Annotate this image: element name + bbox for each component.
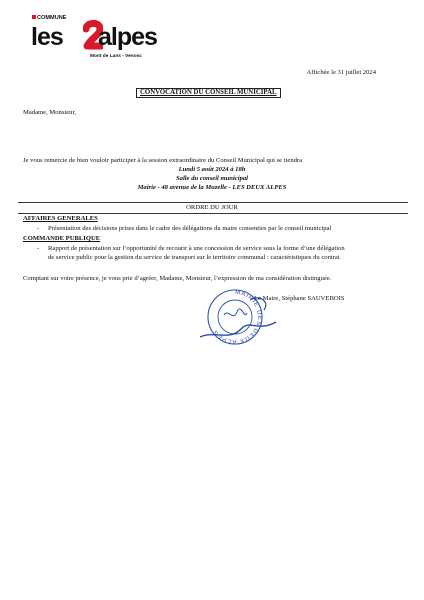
- logo-red-square: [32, 15, 36, 19]
- meeting-date: Lundi 5 août 2024 à 18h: [178, 166, 246, 173]
- agenda-item-line: Présentation des décisions prises dans le cadre des délégations du maire consenties par le conseil municipal: [48, 225, 332, 232]
- agenda-section-title: AFFAIRES GENERALES: [23, 215, 98, 222]
- mairie-stamp-icon: [180, 282, 290, 352]
- agenda-item-line: de service public pour la gestion du service de transport sur le territoire communal : caractéristiques du contrat: [48, 254, 340, 261]
- logo-word-les: les: [31, 23, 63, 51]
- signatory: Le Maire, Stéphane SAUVEBOIS: [254, 295, 345, 302]
- divider-top: [18, 202, 408, 203]
- closing-paragraph: Comptant sur votre présence, je vous prie d’agréer, Madame, Monsieur, l’expression de ma considération distinguée.: [23, 275, 332, 282]
- bullet-dash: -: [37, 225, 40, 232]
- page-title: CONVOCATION DU CONSEIL MUNICIPAL: [136, 88, 281, 98]
- stamp-ring-text: MAIRIE DES DEUX ALPES: [212, 289, 263, 345]
- logo-word-alpes: alpes: [98, 23, 157, 51]
- agenda-item-line: Rapport de présentation sur l’opportunité de recourir à une concession de service sous la forme d’une délégation: [48, 245, 345, 252]
- meeting-address: Mairie - 48 avenue de la Muzelle - LES DEUX ALPES: [137, 184, 287, 191]
- agenda-section-title: COMMANDE PUBLIQUE: [23, 235, 101, 242]
- commune-logo: [30, 15, 155, 67]
- logo-subline: Mont de Lans - Venosc: [90, 54, 142, 59]
- agenda-heading: ORDRE DU JOUR: [186, 204, 238, 211]
- intro-paragraph: Je vous remercie de bien vouloir participer à la session extraordinaire du Conseil Municipal qui se tiendra: [23, 157, 303, 164]
- logo-kicker: COMMUNE: [37, 15, 67, 21]
- divider-bottom: [18, 213, 408, 214]
- salutation: Madame, Monsieur,: [23, 109, 77, 116]
- meeting-room: Salle du conseil municipal: [176, 175, 248, 182]
- posted-date: Affichée le 31 juillet 2024: [306, 69, 376, 76]
- bullet-dash: -: [37, 245, 40, 252]
